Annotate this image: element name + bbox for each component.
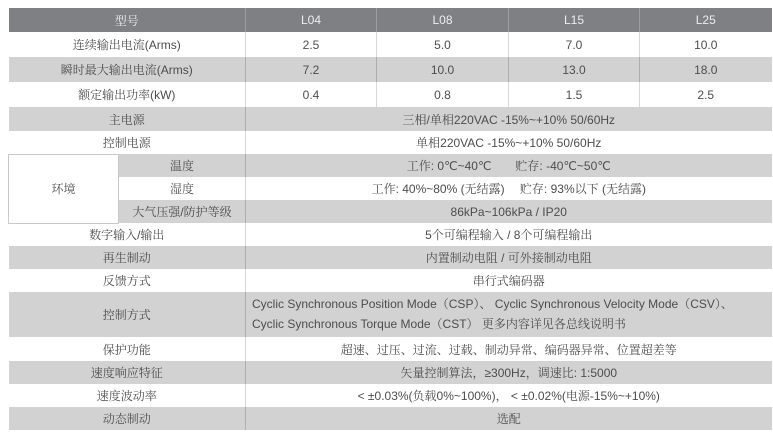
row-label: 温度 xyxy=(119,154,246,177)
row-label: 保护功能 xyxy=(102,342,151,357)
cell-value: 0.4 xyxy=(246,82,377,107)
row-label: 反馈方式 xyxy=(102,274,151,288)
table-row-peak-current xyxy=(9,57,772,82)
cell-value: 10.0 xyxy=(377,57,509,82)
table-row-control-mode xyxy=(9,292,772,337)
spec-table xyxy=(8,8,772,430)
row-label: 主电源 xyxy=(108,112,145,127)
cell-value: 三相/单相220VAC -15%~+10% 50/60Hz xyxy=(246,107,772,131)
table-row-regen-braking xyxy=(9,246,772,269)
cell-value: Cyclic Synchronous Position Mode（CSP）、 Cyclic Synchronous Velocity Mode（CSV）、 Cyclic Synchronous Torque Mode（CST） 更多内容详见各总线说明书 xyxy=(246,292,772,337)
cell-value: 1.5 xyxy=(509,82,640,107)
cell-value: 7.0 xyxy=(509,32,640,57)
row-label: 湿度 xyxy=(119,177,246,200)
row-label: 再生制动 xyxy=(102,251,151,265)
header-row xyxy=(9,8,772,32)
cell-value: 10.0 xyxy=(640,32,772,57)
cell-value: 0.8 xyxy=(377,82,509,107)
header-model-l15: L15 xyxy=(509,8,640,32)
cell-value: 2.5 xyxy=(246,32,377,57)
cell-value: 5.0 xyxy=(377,32,509,57)
cell-value: 18.0 xyxy=(640,57,772,82)
row-label: 数字输入/输出 xyxy=(89,228,165,243)
table-row-dynamic-braking xyxy=(9,407,772,430)
header-model-label: 型号 xyxy=(114,13,139,28)
cell-value: 86kPa~106kPa / IP20 xyxy=(246,200,772,223)
row-label: 速度波动率 xyxy=(96,389,157,403)
row-label: 大气压强/防护等级 xyxy=(119,200,246,223)
cell-value: 13.0 xyxy=(509,57,640,82)
cell-value: 2.5 xyxy=(640,82,772,107)
table-row-temperature xyxy=(9,154,772,177)
table-row-speed-ripple xyxy=(9,384,772,407)
table-row-rated-power xyxy=(9,82,772,107)
cell-value: 串行式编码器 xyxy=(246,269,772,292)
table-row-digital-io xyxy=(9,223,772,246)
cell-value: 工作: 0℃~40℃ 贮存: -40℃~50℃ xyxy=(246,154,772,177)
table-row-continuous-current xyxy=(9,32,772,57)
cell-value: 内置制动电阻 / 可外接制动电阻 xyxy=(246,246,772,269)
table-row-feedback xyxy=(9,269,772,292)
row-label: 速度响应特征 xyxy=(90,366,163,380)
row-label: 连续输出电流(Arms) xyxy=(72,38,181,52)
header-model-l08: L08 xyxy=(377,8,509,32)
row-label: 动态制动 xyxy=(102,412,151,426)
cell-value: 7.2 xyxy=(246,57,377,82)
cell-value: 单相220VAC -15%~+10% 50/60Hz xyxy=(246,131,772,154)
cell-value: 矢量控制算法，≥300Hz，调速比: 1:5000 xyxy=(246,361,772,384)
cell-value: 5个可编程输入 / 8个可编程输出 xyxy=(246,223,772,246)
cell-value: 工作: 40%~80% (无结露) 贮存: 93%以下 (无结露) xyxy=(246,177,772,200)
row-label: 控制电源 xyxy=(102,135,151,150)
table-row-control-power xyxy=(9,131,772,154)
row-label: 控制方式 xyxy=(102,308,151,322)
row-label: 额定输出功率(kW) xyxy=(78,88,176,102)
cell-value: < ±0.03%(负载0%~100%)， < ±0.02%(电源-15%~+10%) xyxy=(246,384,772,407)
environment-group-label: 环境 xyxy=(9,154,119,223)
header-model-l25: L25 xyxy=(640,8,772,32)
cell-value: 超速、过压、过流、过载、制动异常、编码器异常、位置超差等 xyxy=(246,337,772,361)
table-row-main-power xyxy=(9,107,772,131)
table-row-pressure-ip xyxy=(9,200,772,223)
table-row-speed-response xyxy=(9,361,772,384)
header-model-l04: L04 xyxy=(246,8,377,32)
row-label: 瞬时最大输出电流(Arms) xyxy=(60,63,193,77)
table-row-protection xyxy=(9,337,772,361)
cell-value: 选配 xyxy=(246,407,772,430)
table-row-humidity xyxy=(9,177,772,200)
